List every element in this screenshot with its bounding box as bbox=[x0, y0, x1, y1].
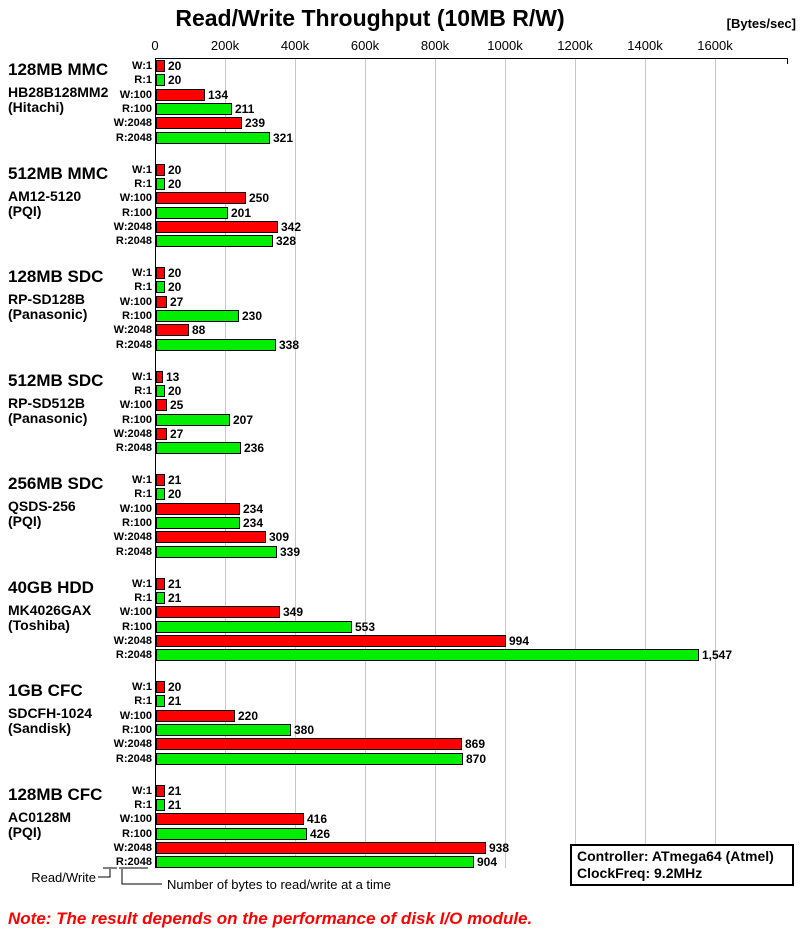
bar-row-label: R:100 bbox=[122, 621, 152, 633]
bar-value-label: 250 bbox=[249, 191, 270, 205]
write-bar bbox=[156, 60, 165, 72]
bar-value-label: 134 bbox=[208, 88, 229, 102]
axis-unit-label: [Bytes/sec] bbox=[726, 16, 796, 31]
read-bar bbox=[156, 799, 165, 811]
bar-row-label: R:100 bbox=[122, 103, 152, 115]
device-model: AC0128M bbox=[8, 808, 72, 825]
bar-row-label: W:1 bbox=[132, 267, 152, 279]
bar-row-label: R:2048 bbox=[115, 649, 152, 661]
bar-row-label: W:100 bbox=[119, 503, 152, 515]
x-axis-tick-label: 400k bbox=[280, 38, 310, 53]
bar-value-label: 20 bbox=[168, 280, 182, 294]
bar-row-label: R:2048 bbox=[115, 546, 152, 558]
bar-value-label: 201 bbox=[231, 206, 252, 220]
bar-row-label: R:1 bbox=[134, 178, 152, 190]
device-name: 256MB SDC bbox=[8, 474, 104, 493]
bar-value-label: 20 bbox=[168, 384, 182, 398]
write-bar bbox=[156, 503, 240, 515]
bar-row-label: W:1 bbox=[132, 371, 152, 383]
read-bar bbox=[156, 178, 165, 190]
bar-value-label: 994 bbox=[509, 634, 530, 648]
device-name: 1GB CFC bbox=[8, 681, 83, 700]
bar-row-label: W:2048 bbox=[113, 221, 152, 233]
bar-row-label: W:2048 bbox=[113, 117, 152, 129]
controller-line: Controller: ATmega64 (Atmel) bbox=[577, 848, 774, 864]
write-bar bbox=[156, 267, 165, 279]
bar-row-label: W:100 bbox=[119, 710, 152, 722]
bar-row-label: R:1 bbox=[134, 695, 152, 707]
x-axis-tick-label: 1600k bbox=[697, 38, 733, 53]
bar-row-label: R:1 bbox=[134, 592, 152, 604]
write-bar bbox=[156, 635, 506, 647]
bar-row-label: R:1 bbox=[134, 488, 152, 500]
bar-row-label: W:1 bbox=[132, 681, 152, 693]
device-name: 40GB HDD bbox=[8, 577, 94, 597]
write-bar bbox=[156, 785, 165, 797]
bar-value-label: 20 bbox=[168, 266, 182, 280]
bar-value-label: 21 bbox=[168, 473, 182, 487]
x-axis-line bbox=[155, 58, 788, 59]
read-bar bbox=[156, 621, 352, 633]
bar-row-label: W:100 bbox=[119, 399, 152, 411]
bar-row-label: W:100 bbox=[119, 606, 152, 618]
bar-row-label: W:2048 bbox=[113, 324, 152, 336]
bar-value-label: 88 bbox=[192, 323, 206, 337]
controller-info-box bbox=[570, 844, 794, 886]
device-model: SDCFH-1024 bbox=[8, 705, 93, 721]
read-bar bbox=[156, 339, 276, 351]
write-bar bbox=[156, 428, 167, 440]
bar-row-label: R:2048 bbox=[115, 442, 152, 454]
x-gridline bbox=[575, 59, 576, 868]
device-vendor: (Panasonic) bbox=[8, 306, 88, 322]
bar-value-label: 25 bbox=[170, 398, 184, 412]
bar-row-label: R:100 bbox=[122, 724, 152, 736]
device-name: 512MB MMC bbox=[8, 163, 109, 183]
write-bar bbox=[156, 710, 235, 722]
device-model: AM12-5120 bbox=[8, 187, 82, 204]
bar-value-label: 309 bbox=[269, 530, 290, 544]
device-name: 128MB CFC bbox=[8, 784, 103, 804]
bar-row-label: R:2048 bbox=[115, 235, 152, 247]
bar-row-label: W:2048 bbox=[113, 738, 152, 750]
write-bar bbox=[156, 738, 462, 750]
bar-row-label: W:2048 bbox=[113, 842, 152, 854]
read-bar bbox=[156, 310, 239, 322]
device-model: RP-SD128B bbox=[8, 291, 86, 307]
bar-value-label: 20 bbox=[168, 59, 182, 73]
device-vendor: (Panasonic) bbox=[8, 409, 88, 426]
bar-row-label: R:1 bbox=[134, 74, 152, 86]
bar-value-label: 904 bbox=[477, 855, 498, 869]
bar-row-label: W:1 bbox=[132, 474, 152, 486]
note-text: Note: The result depends on the performance of disk I/O module. bbox=[8, 909, 533, 928]
write-bar bbox=[156, 117, 242, 129]
device-name: 128MB MMC bbox=[8, 60, 109, 79]
bar-row-label: W:2048 bbox=[113, 428, 152, 440]
write-bar bbox=[156, 371, 163, 383]
device-vendor: (Hitachi) bbox=[8, 99, 64, 115]
x-gridline bbox=[645, 59, 646, 868]
read-bar bbox=[156, 235, 273, 247]
bar-row-label: R:2048 bbox=[115, 132, 152, 144]
bar-row-label: W:1 bbox=[132, 60, 152, 72]
bar-value-label: 20 bbox=[168, 177, 182, 191]
write-bar bbox=[156, 324, 189, 336]
write-bar bbox=[156, 578, 165, 590]
x-axis-tick-label: 1000k bbox=[487, 38, 523, 53]
x-axis-tick-label: 1400k bbox=[627, 38, 663, 53]
read-bar bbox=[156, 385, 165, 397]
device-model: MK4026GAX bbox=[8, 601, 92, 618]
bar-value-label: 426 bbox=[310, 827, 331, 841]
bar-value-label: 20 bbox=[168, 73, 182, 87]
read-bar bbox=[156, 546, 277, 558]
device-vendor: (Toshiba) bbox=[8, 616, 70, 633]
bar-value-label: 211 bbox=[235, 102, 255, 116]
read-bar bbox=[156, 103, 232, 115]
bar-value-label: 230 bbox=[242, 309, 263, 323]
bar-value-label: 869 bbox=[465, 737, 486, 751]
bar-value-label: 21 bbox=[168, 784, 182, 798]
bar-value-label: 234 bbox=[243, 516, 264, 530]
write-bar bbox=[156, 681, 165, 693]
x-axis-end-tick bbox=[787, 58, 788, 64]
read-bar bbox=[156, 442, 241, 454]
device-name: 128MB SDC bbox=[8, 267, 104, 286]
bar-row-label: R:100 bbox=[122, 414, 152, 426]
read-write-annotation: Read/Write bbox=[31, 870, 96, 885]
write-bar bbox=[156, 474, 165, 486]
x-gridline bbox=[505, 59, 506, 868]
bar-value-label: 328 bbox=[276, 234, 297, 248]
x-axis-tick-label: 0 bbox=[151, 38, 159, 53]
bar-value-label: 20 bbox=[168, 487, 182, 501]
write-bar bbox=[156, 399, 167, 411]
bar-row-label: R:2048 bbox=[115, 856, 152, 868]
x-axis-tick-label: 600k bbox=[350, 38, 380, 53]
read-bar bbox=[156, 724, 291, 736]
page-title: Read/Write Throughput (10MB R/W) bbox=[175, 5, 565, 31]
bar-row-label: R:100 bbox=[122, 517, 152, 529]
bar-row-label: R:100 bbox=[122, 207, 152, 219]
bar-row-label: R:1 bbox=[134, 281, 152, 293]
write-bar bbox=[156, 813, 304, 825]
read-bar bbox=[156, 414, 230, 426]
clockfreq-line: ClockFreq: 9.2MHz bbox=[577, 865, 703, 881]
bar-value-label: 21 bbox=[168, 798, 182, 812]
bar-value-label: 13 bbox=[166, 370, 180, 384]
device-name: 512MB SDC bbox=[8, 370, 104, 390]
x-gridline bbox=[715, 59, 716, 868]
device-vendor: (Sandisk) bbox=[8, 720, 72, 736]
bar-row-label: R:1 bbox=[134, 385, 152, 397]
bar-value-label: 27 bbox=[170, 295, 184, 309]
bar-value-label: 553 bbox=[355, 620, 376, 634]
bar-value-label: 20 bbox=[168, 680, 182, 694]
bar-value-label: 21 bbox=[168, 577, 182, 591]
bar-value-label: 239 bbox=[245, 116, 266, 130]
bar-value-label: 27 bbox=[170, 427, 184, 441]
read-bar bbox=[156, 649, 699, 661]
device-vendor: (PQI) bbox=[8, 202, 42, 219]
read-bar bbox=[156, 695, 165, 707]
write-bar bbox=[156, 531, 266, 543]
bar-value-label: 234 bbox=[243, 502, 264, 516]
read-bar bbox=[156, 74, 165, 86]
x-axis-tick-label: 1200k bbox=[557, 38, 593, 53]
bar-row-label: R:2048 bbox=[115, 753, 152, 765]
bar-row-label: W:100 bbox=[119, 192, 152, 204]
x-axis-tick-label: 200k bbox=[210, 38, 240, 53]
read-bar bbox=[156, 132, 270, 144]
bar-row-label: R:100 bbox=[122, 310, 152, 322]
read-bar bbox=[156, 488, 165, 500]
device-model: QSDS-256 bbox=[8, 498, 76, 514]
read-bar bbox=[156, 281, 165, 293]
bar-row-label: R:2048 bbox=[115, 339, 152, 351]
write-bar bbox=[156, 296, 167, 308]
read-bar bbox=[156, 592, 165, 604]
bar-row-label: W:2048 bbox=[113, 531, 152, 543]
bar-value-label: 21 bbox=[168, 694, 182, 708]
bar-value-label: 1,547 bbox=[702, 648, 733, 662]
bar-row-label: W:1 bbox=[132, 164, 152, 176]
write-bar bbox=[156, 221, 278, 233]
bar-value-label: 21 bbox=[168, 591, 182, 605]
device-model: RP-SD512B bbox=[8, 394, 86, 411]
bar-value-label: 20 bbox=[168, 163, 182, 177]
read-bar bbox=[156, 753, 463, 765]
bar-row-label: W:1 bbox=[132, 785, 152, 797]
read-bar bbox=[156, 828, 307, 840]
bytes-at-a-time-annotation: Number of bytes to read/write at a time bbox=[167, 877, 391, 892]
write-bar bbox=[156, 842, 486, 854]
bar-value-label: 938 bbox=[489, 841, 510, 855]
write-bar bbox=[156, 89, 205, 101]
device-vendor: (PQI) bbox=[8, 513, 42, 529]
bar-row-label: W:100 bbox=[119, 89, 152, 101]
bar-value-label: 380 bbox=[294, 723, 315, 737]
bar-value-label: 870 bbox=[466, 752, 487, 766]
bar-value-label: 342 bbox=[281, 220, 302, 234]
device-vendor: (PQI) bbox=[8, 823, 42, 840]
bar-value-label: 220 bbox=[238, 709, 259, 723]
bar-value-label: 416 bbox=[307, 812, 328, 826]
bar-value-label: 338 bbox=[279, 338, 300, 352]
x-axis-tick-label: 800k bbox=[420, 38, 450, 53]
bar-value-label: 236 bbox=[244, 441, 265, 455]
device-model: HB28B128MM2 bbox=[8, 84, 109, 100]
read-bar bbox=[156, 517, 240, 529]
bar-value-label: 349 bbox=[283, 605, 304, 619]
write-bar bbox=[156, 606, 280, 618]
bar-row-label: W:1 bbox=[132, 578, 152, 590]
bar-value-label: 207 bbox=[233, 413, 254, 427]
bar-row-label: W:100 bbox=[119, 813, 152, 825]
write-bar bbox=[156, 192, 246, 204]
bar-value-label: 321 bbox=[273, 131, 294, 145]
bar-row-label: R:1 bbox=[134, 799, 152, 811]
read-bar bbox=[156, 207, 228, 219]
bar-row-label: W:2048 bbox=[113, 635, 152, 647]
write-bar bbox=[156, 164, 165, 176]
bar-row-label: R:100 bbox=[122, 828, 152, 840]
bar-row-label: W:100 bbox=[119, 296, 152, 308]
bar-value-label: 339 bbox=[280, 545, 301, 559]
